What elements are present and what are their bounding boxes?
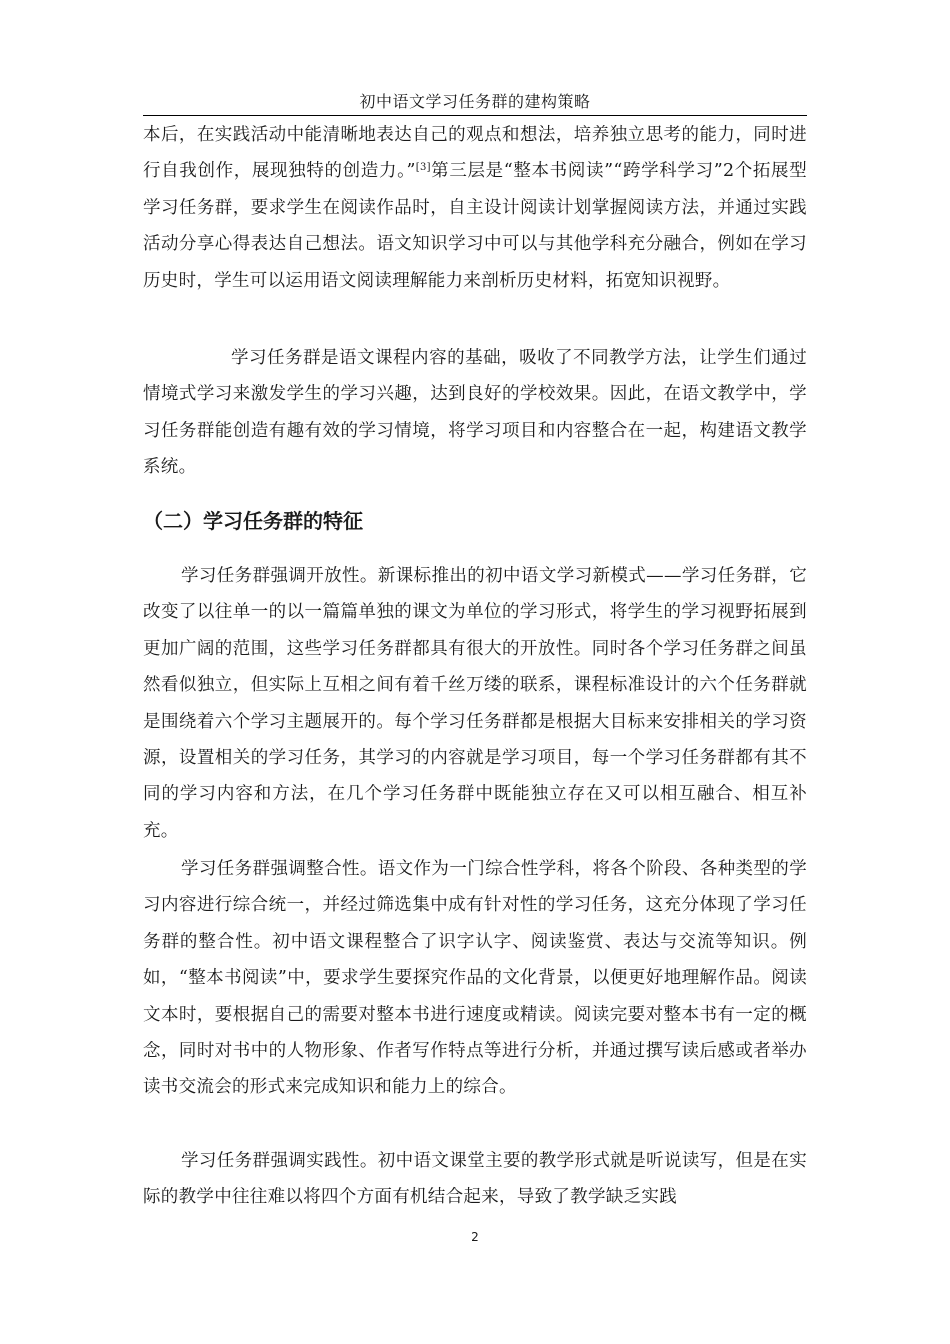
paragraph-4: 学习任务群强调整合性。语文作为一门综合性学科，将各个阶段、各种类型的学习内容进行综合统一，并经过筛选集中成有针对性的学习任务，这充分体现了学习任务群的整合性。初中语文课程整合了识字认字、阅读鉴赏、表达与交流等知识。例如，“整本书阅读”中，要求学生要探究作品的文化背景，以便更好地理解作品。阅读文本时，要根据自己的需要对整本书进行速度或精读。阅读完要对整本书有一定的概念，同时对书中的人物形象、作者写作特点等进行分析，并通过撰写读后感或者举办读书交流会的形式来完成知识和能力上的综合。 xyxy=(143,859,807,1098)
section-heading: （二）学习任务群的特征 xyxy=(143,509,363,533)
page-number: 2 xyxy=(471,1230,479,1244)
paragraph-1-text-a: 本后，在实践活动中能清晰地表达自己的观点和想法，培养独立思考的能力，同时进行自我创作，展现独特的创造力。” xyxy=(143,125,807,182)
header-rule xyxy=(143,115,807,116)
paragraph-1 xyxy=(143,117,807,299)
paragraph-5: 学习任务群强调实践性。初中语文课堂主要的教学形式就是听说读写，但是在实际的教学中往往难以将四个方面有机结合起来，导致了教学缺乏实践 xyxy=(143,1151,807,1208)
running-header: 初中语文学习任务群的建构策略 xyxy=(359,92,591,111)
paragraph-1-text-b: 第三层是“整本书阅读”“跨学科学习”2个拓展型学习任务群，要求学生在阅读作品时，自主设计阅读计划掌握阅读方法，并通过实践活动分享心得表达自己想法。语文知识学习中可以与其他学科充分融合，例如在学习历史时，学生可以运用语文阅读理解能力来剖析历史材料，拓宽知识视野。 xyxy=(143,161,807,291)
paragraph-3: 学习任务群强调开放性。新课标推出的初中语文学习新模式——学习任务群，它改变了以往单一的以一篇篇单独的课文为单位的学习形式，将学生的学习视野拓展到更加广阔的范围，这些学习任务群都具有很大的开放性。同时各个学习任务群之间虽然看似独立，但实际上互相之间有着千丝万缕的联系，课程标准设计的六个任务群就是围绕着六个学习主题展开的。每个学习任务群都是根据大目标来安排相关的学习资源，设置相关的学习任务，其学习的内容就是学习项目，每一个学习任务群都有其不同的学习内容和方法，在几个学习任务群中既能独立存在又可以相互融合、相互补充。 xyxy=(143,566,807,841)
paragraph-2: 学习任务群是语文课程内容的基础，吸收了不同教学方法，让学生们通过情境式学习来激发学生的学习兴趣，达到良好的学校效果。因此，在语文教学中，学习任务群能创造有趣有效的学习情境，将学习项目和内容整合在一起，构建语文教学系统。 xyxy=(143,348,807,478)
citation-ref-3: [3] xyxy=(415,162,431,174)
